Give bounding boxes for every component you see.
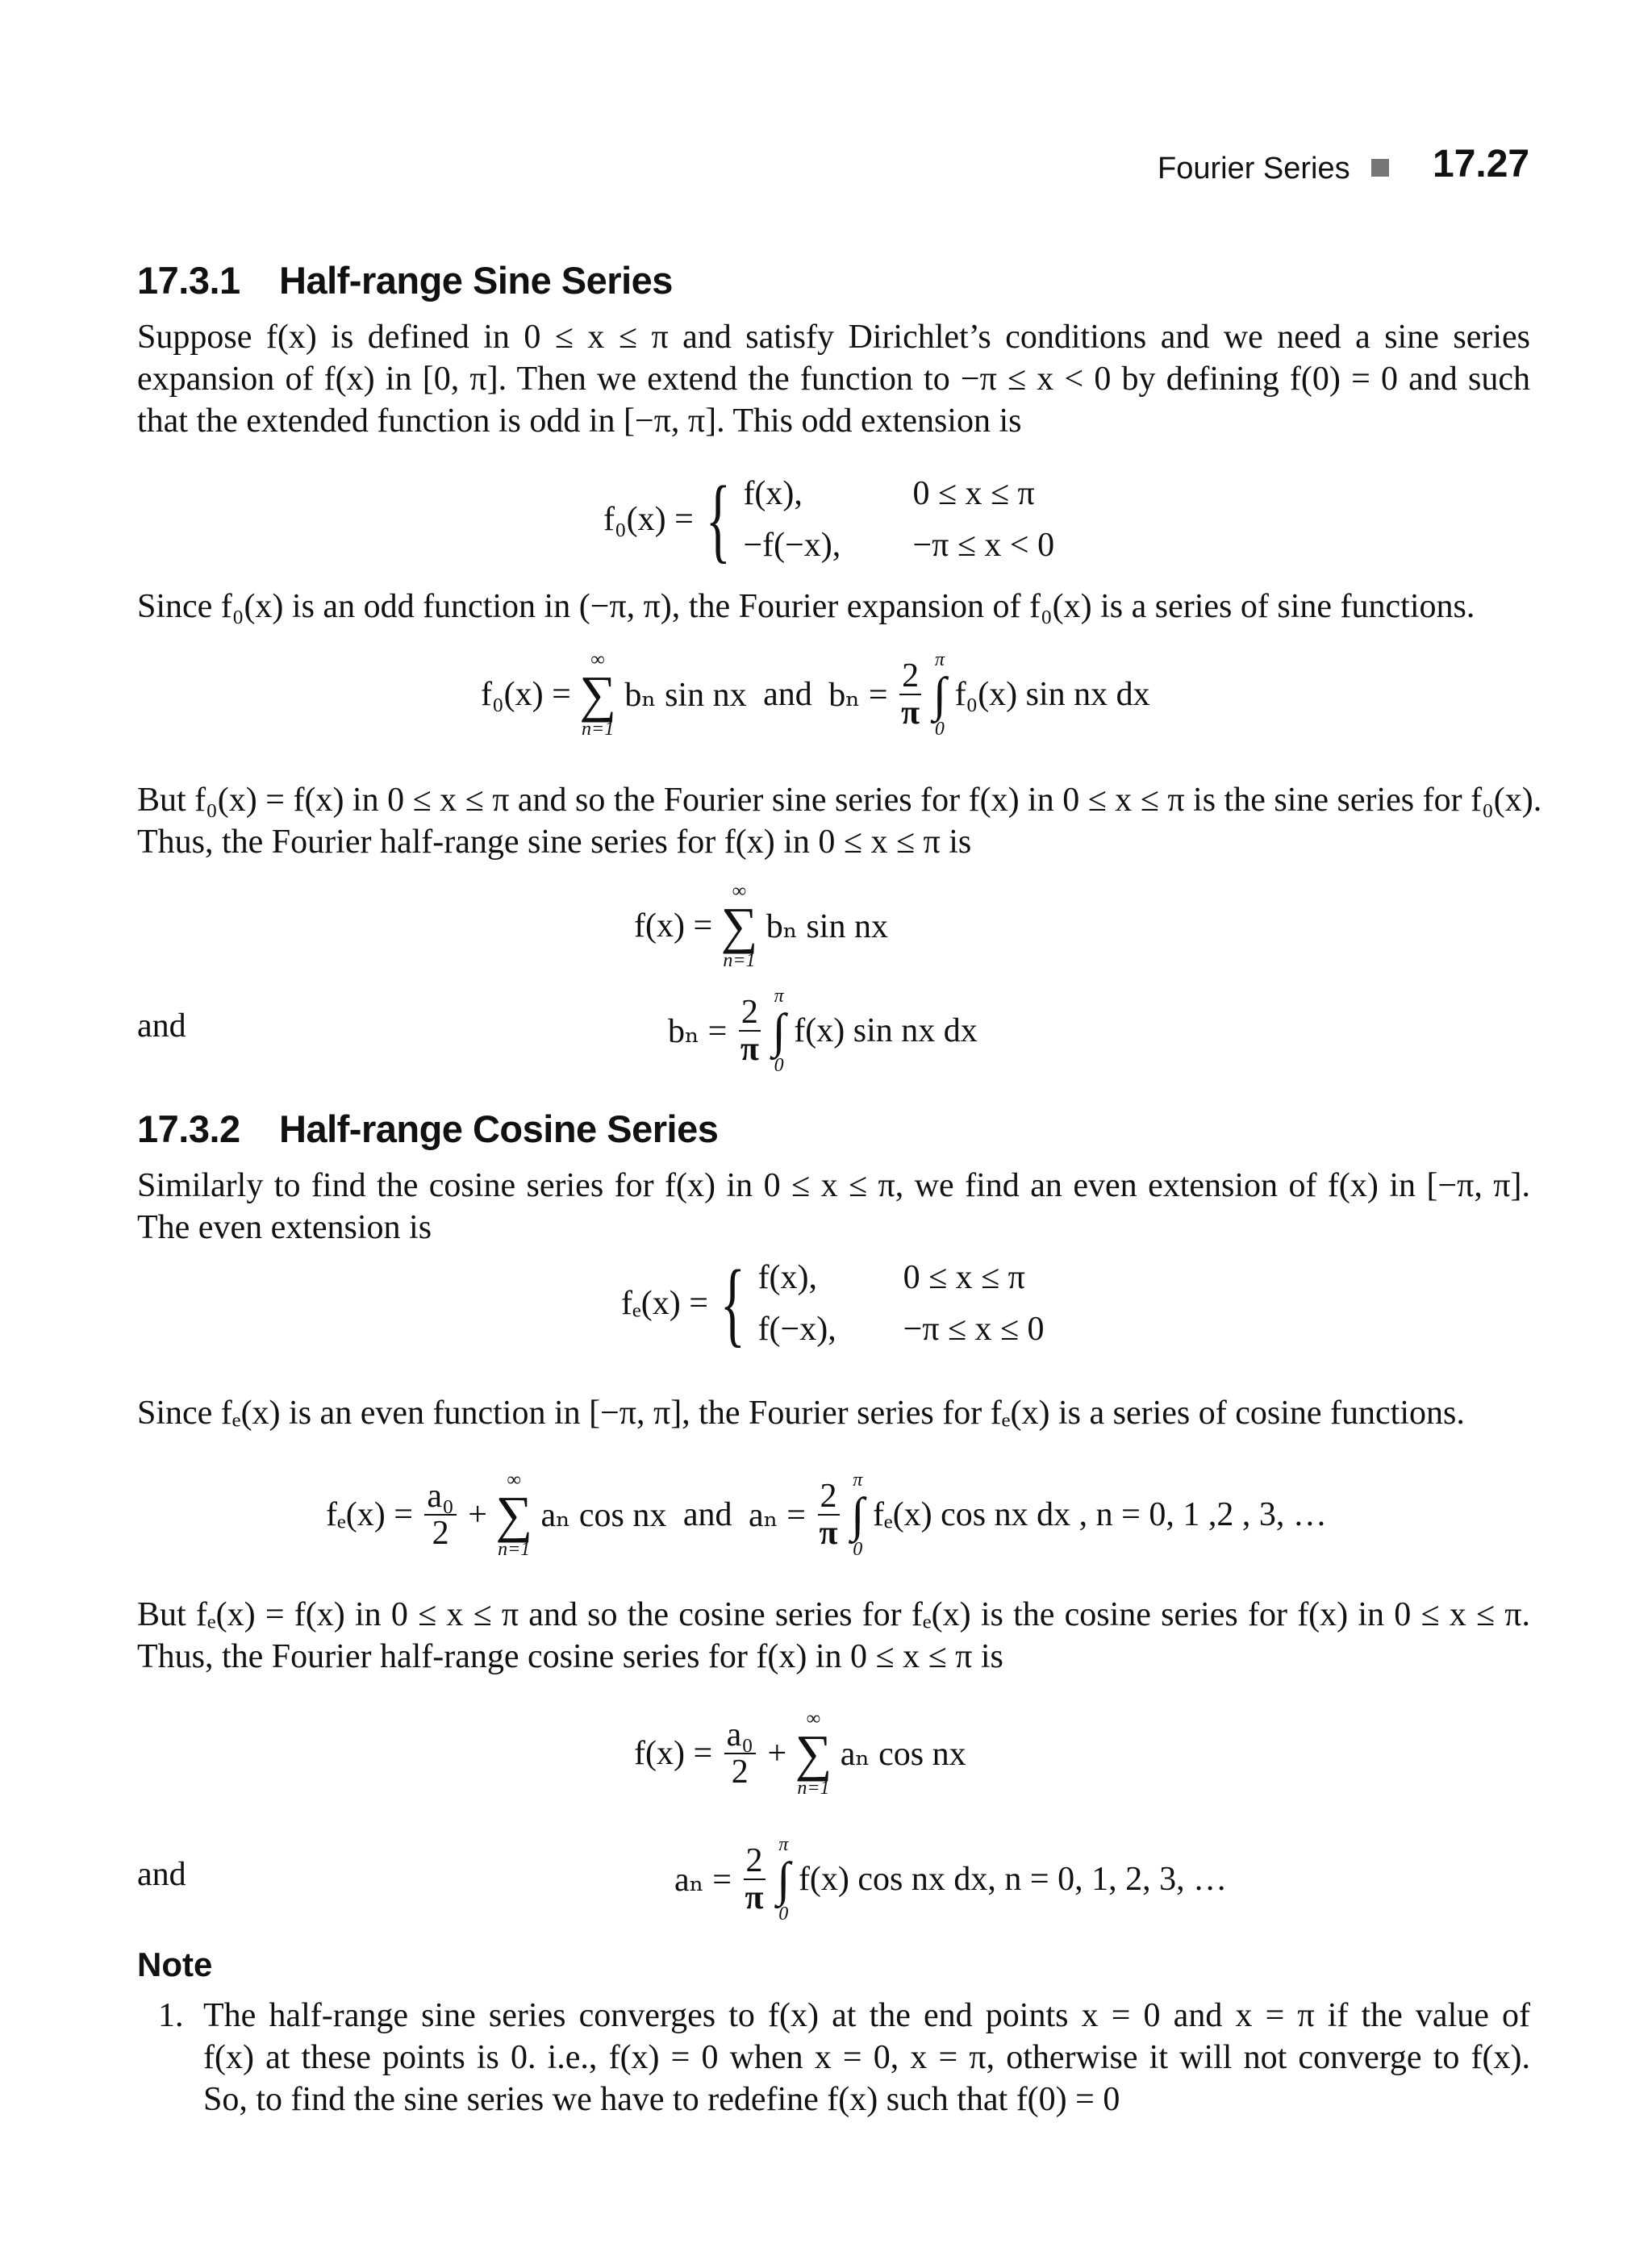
case-row xyxy=(758,1252,1045,1303)
section-title: Half-range Cosine Series xyxy=(279,1107,719,1150)
note-heading: Note xyxy=(137,1945,213,1983)
integrand: f₀(x) sin nx dx xyxy=(954,676,1150,713)
paragraph-sine-intro xyxy=(137,316,1530,442)
integral-symbol: π ∫ 0 xyxy=(932,649,947,740)
coefficient-lhs: bₙ = xyxy=(828,677,888,714)
case-condition: 0 ≤ x ≤ π xyxy=(903,1259,1025,1296)
equation-lhs: f(x) = xyxy=(634,907,713,945)
case-condition: −π ≤ x ≤ 0 xyxy=(903,1311,1045,1348)
equation-half-range-cosine xyxy=(634,1708,966,1799)
summation-symbol: ∞ ∑ n=1 xyxy=(579,649,616,740)
equation-lhs: f₀(x) = xyxy=(481,676,571,713)
running-title: Fourier Series xyxy=(1158,152,1350,186)
equation-sine-series-f0 xyxy=(481,649,1150,740)
equation-even-extension xyxy=(621,1252,1045,1355)
paragraph-cosine-intro xyxy=(137,1165,1530,1249)
series-term: aₙ cos nx xyxy=(540,1497,667,1534)
fraction: $\frac{2}{\pi}$ xyxy=(745,1842,764,1916)
equation-an xyxy=(674,1834,1227,1924)
text-line: Since fₑ(x) is an even function in [−π, π], the Fourier series for fₑ(x) is a series of cosine functions. xyxy=(137,1395,1465,1432)
text-line: The even extension is xyxy=(137,1209,432,1246)
text-line: But fₑ(x) = f(x) in 0 ≤ x ≤ π and so the cosine series for fₑ(x) is the cosine series for f(x) in 0 ≤ x ≤ π. xyxy=(137,1596,1530,1633)
header-square-marker xyxy=(1371,159,1389,177)
summation-symbol: ∞ ∑ n=1 xyxy=(795,1708,832,1799)
fraction-a0: $\frac{\text{a₀}}{2}$ xyxy=(724,1717,756,1790)
fraction: $\frac{2}{\pi}$ xyxy=(901,657,920,732)
paragraph-even-function xyxy=(137,1392,1530,1434)
page-number: 17.27 xyxy=(1433,143,1530,186)
equation-lhs: bₙ = xyxy=(668,1013,728,1050)
piecewise-cases xyxy=(743,468,1054,571)
plus-sign: + xyxy=(767,1735,787,1772)
case-condition: 0 ≤ x ≤ π xyxy=(912,475,1035,512)
text-line: Suppose f(x) is defined in 0 ≤ x ≤ π and satisfy Dirichlet’s conditions and we need a sine series xyxy=(137,319,1530,356)
summation-symbol: ∞ ∑ n=1 xyxy=(720,881,758,971)
piecewise-cases xyxy=(758,1252,1045,1355)
paragraph-cosine-result xyxy=(137,1594,1530,1678)
conjunction: and xyxy=(763,676,812,713)
left-brace-symbol: { xyxy=(720,1250,746,1356)
text-line: Similarly to find the cosine series for f(x) in 0 ≤ x ≤ π, we find an even extension of f(x) in [−π, π]. xyxy=(137,1167,1530,1204)
case-row xyxy=(743,519,1054,571)
integrand: f(x) sin nx dx xyxy=(794,1012,978,1049)
text-line: Thus, the Fourier half-range cosine series for f(x) in 0 ≤ x ≤ π is xyxy=(137,1638,1003,1675)
case-expression: −f(−x), xyxy=(743,527,841,564)
equation-lhs: fₑ(x) = xyxy=(326,1496,413,1533)
text-line: So, to find the sine series we have to redefine f(x) such that f(0) = 0 xyxy=(203,2081,1120,2118)
text-line: that the extended function is odd in [−π, π]. This odd extension is xyxy=(137,402,1022,440)
text-line: The half-range sine series converges to f(x) at the end points x = 0 and x = π if the value of xyxy=(203,1997,1530,2034)
equation-lhs: f₀(x) = xyxy=(603,501,694,538)
summation-symbol: ∞ ∑ n=1 xyxy=(495,1470,533,1560)
section-number: 17.3.2 xyxy=(137,1107,240,1150)
case-row xyxy=(758,1303,1045,1355)
fraction: $\frac{2}{\pi}$ xyxy=(740,994,759,1068)
case-row xyxy=(743,468,1054,519)
integrand: f(x) cos nx dx, n = 0, 1, 2, 3, … xyxy=(798,1861,1228,1898)
conjunction: and xyxy=(682,1496,732,1533)
text-line: Since f₀(x) is an odd function in (−π, π), the Fourier expansion of f₀(x) is a series of sine functions. xyxy=(137,588,1475,625)
paragraph-sine-result xyxy=(137,779,1542,863)
integral-symbol: π ∫ 0 xyxy=(851,1470,865,1560)
text-line: Thus, the Fourier half-range sine series for f(x) in 0 ≤ x ≤ π is xyxy=(137,824,972,861)
equation-lhs: aₙ = xyxy=(674,1862,732,1899)
left-brace-symbol: { xyxy=(706,466,732,572)
case-expression: f(−x), xyxy=(757,1311,836,1348)
equation-lhs: fₑ(x) = xyxy=(621,1285,708,1322)
equation-bn xyxy=(668,986,978,1076)
section-title: Half-range Sine Series xyxy=(279,259,673,302)
section-number: 17.3.1 xyxy=(137,259,240,302)
note-item-text xyxy=(203,1995,1530,2120)
case-expression: f(x), xyxy=(743,475,803,512)
note-list xyxy=(158,1995,1530,2120)
paragraph-odd-function xyxy=(137,586,1530,628)
note-item xyxy=(158,1995,1530,2120)
text-line: f(x) at these points is 0. i.e., f(x) = 0 when x = 0, x = π, otherwise it will not converge to f(x). xyxy=(203,2039,1530,2076)
fraction: $\frac{2}{\pi}$ xyxy=(819,1478,838,1552)
series-term: aₙ cos nx xyxy=(840,1736,966,1773)
coefficient-lhs: aₙ = xyxy=(749,1497,806,1534)
case-expression: f(x), xyxy=(757,1259,818,1296)
list-marker: 1. xyxy=(158,1997,184,2034)
text-line: expansion of f(x) in [0, π]. Then we extend the function to −π ≤ x < 0 by defining f(0) = 0 and such xyxy=(137,361,1530,398)
text-line: But f₀(x) = f(x) in 0 ≤ x ≤ π and so the Fourier sine series for f(x) in 0 ≤ x ≤ π is the sine series for f₀(x). xyxy=(137,782,1542,819)
integral-symbol: π ∫ 0 xyxy=(777,1834,791,1924)
integrand: fₑ(x) cos nx dx , n = 0, 1 ,2 , 3, … xyxy=(872,1496,1327,1533)
equation-lhs: f(x) = xyxy=(634,1735,713,1772)
section-heading-sine xyxy=(137,258,673,302)
equation-half-range-sine xyxy=(634,881,888,971)
equation-cosine-series-fe xyxy=(326,1470,1327,1560)
section-heading-cosine xyxy=(137,1107,718,1151)
and-label: and xyxy=(137,1856,186,1893)
series-term: bₙ sin nx xyxy=(624,677,747,714)
series-term: bₙ sin nx xyxy=(766,908,888,945)
fraction-a0: $\frac{\text{a₀}}{2}$ xyxy=(424,1478,456,1551)
integral-symbol: π ∫ 0 xyxy=(772,986,786,1076)
case-condition: −π ≤ x < 0 xyxy=(912,527,1055,564)
plus-sign: + xyxy=(468,1496,487,1533)
and-label: and xyxy=(137,1007,186,1045)
equation-odd-extension xyxy=(603,468,1054,571)
